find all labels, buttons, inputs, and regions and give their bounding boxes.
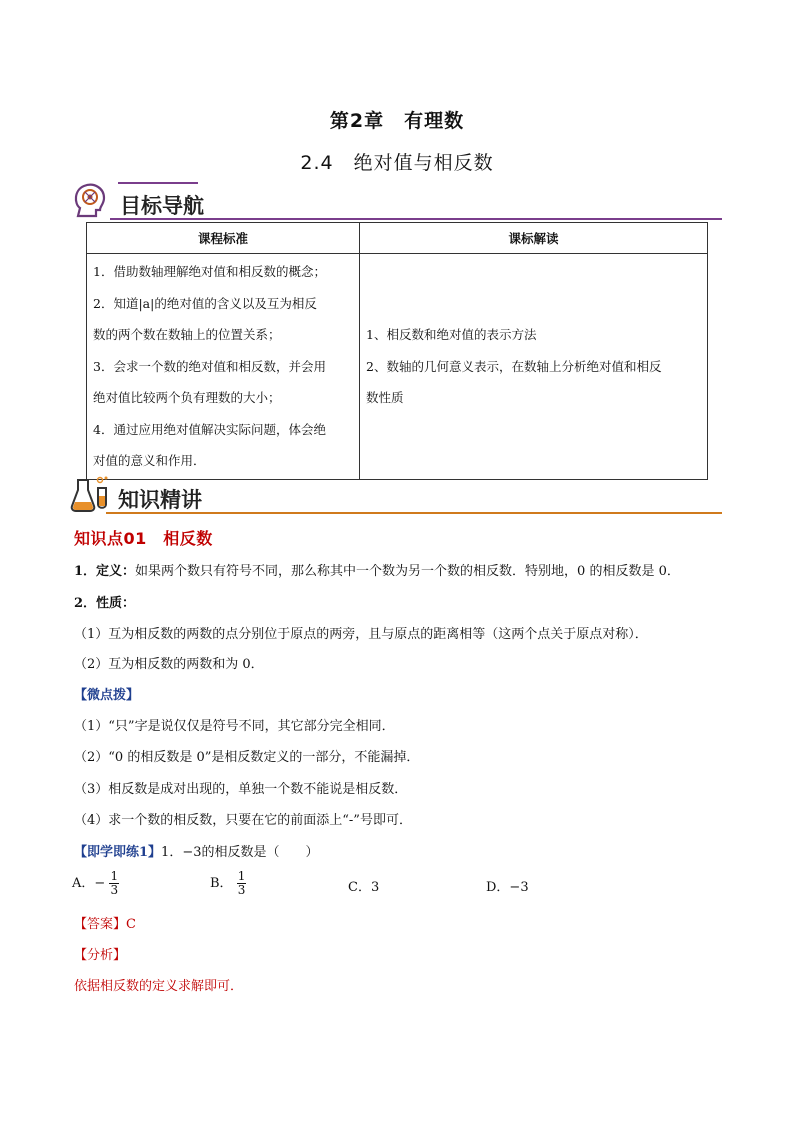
tip-label: 【微点拨】 [74,688,140,703]
standard-line: 3．会求一个数的绝对值和相反数，并会用 [93,358,326,374]
tip-line: （2）“0 的相反数是 0”是相反数定义的一部分，不能漏掉． [74,750,420,765]
option-a-label: A． [72,876,95,891]
answer-line [74,915,136,935]
property-line: （2）互为相反数的两数和为 0． [74,657,264,672]
standards-cell [87,254,360,480]
property-line: （1）互为相反数的两数的点分别位于原点的两旁，且与原点的距离相等（这两个点关于原点对称）． [74,627,648,642]
option-a-denominator: 3 [110,883,119,897]
answer-value: C [126,917,136,932]
standard-line: 4．通过应用绝对值解决实际问题，体会绝 [93,421,326,437]
option-b-numerator: 1 [237,869,246,883]
knowledge-point-title: 知识点01 相反数 [74,529,213,548]
option-b [210,870,246,897]
col-header-interpretation: 课标解读 [360,223,708,254]
analysis-label: 【分析】 [74,948,127,963]
option-b-denominator: 3 [237,883,246,897]
option-b-label: B． [210,876,233,891]
analysis-text: 依据相反数的定义求解即可． [74,979,244,994]
property-label: 2．性质： [74,596,136,611]
goal-title-overline [118,182,198,184]
option-a-fraction [109,870,119,897]
head-brain-icon [70,180,110,220]
tip-line: （1）“只”字是说仅仅是符号不同，其它部分完全相同． [74,719,395,734]
option-a [72,870,119,897]
option-a-sign: − [94,876,106,891]
interpretation-line: 数性质 [366,390,404,405]
table-row [87,254,708,480]
knowledge-header [70,474,722,514]
standard-line: 2．知道|a|的绝对值的含义以及互为相反 [93,295,317,311]
exercise-question: 1．−3的相反数是（ ） [161,845,319,860]
course-standards-table [86,222,708,480]
flask-icon [70,474,112,514]
table-header-row [87,223,708,254]
knowledge-rule [106,512,722,514]
interpretation-line: 2、数轴的几何意义表示，在数轴上分析绝对值和相反 [366,358,662,374]
goal-nav-title: 目标导航 [120,194,204,218]
interpretation-cell [360,254,708,480]
goal-nav-rule [110,218,722,220]
definition-label: 1．定义： [74,564,136,579]
standard-line: 数的两个数在数轴上的位置关系； [93,327,281,342]
standard-line: 绝对值比较两个负有理数的大小； [93,390,281,405]
tip-line: （4）求一个数的相反数，只要在它的前面添上“-”号即可． [74,813,412,828]
answer-label: 【答案】 [74,917,127,932]
tip-line: （3）相反数是成对出现的，单独一个数不能说是相反数． [74,782,408,797]
exercise-line [74,843,318,863]
standard-line: 1．借助数轴理解绝对值和相反数的概念； [93,264,326,279]
option-c: C．3 [348,880,380,895]
col-header-standards: 课程标准 [87,223,360,254]
option-b-fraction [237,870,247,897]
goal-nav-header [70,180,722,220]
knowledge-title: 知识精讲 [118,488,202,512]
section-title: 2.4 绝对值与相反数 [300,152,494,174]
interpretation-line: 1、相反数和绝对值的表示方法 [366,327,537,342]
option-d: D．−3 [486,880,529,895]
option-a-numerator: 1 [110,869,119,883]
standard-line: 对值的意义和作用． [93,453,206,468]
definition-line [74,562,680,582]
definition-text: 如果两个数只有符号不同，那么称其中一个数为另一个数的相反数．特别地，0 的相反数是 0． [135,564,680,579]
chapter-title: 第2章 有理数 [329,110,465,132]
exercise-label: 【即学即练1】 [74,845,162,860]
